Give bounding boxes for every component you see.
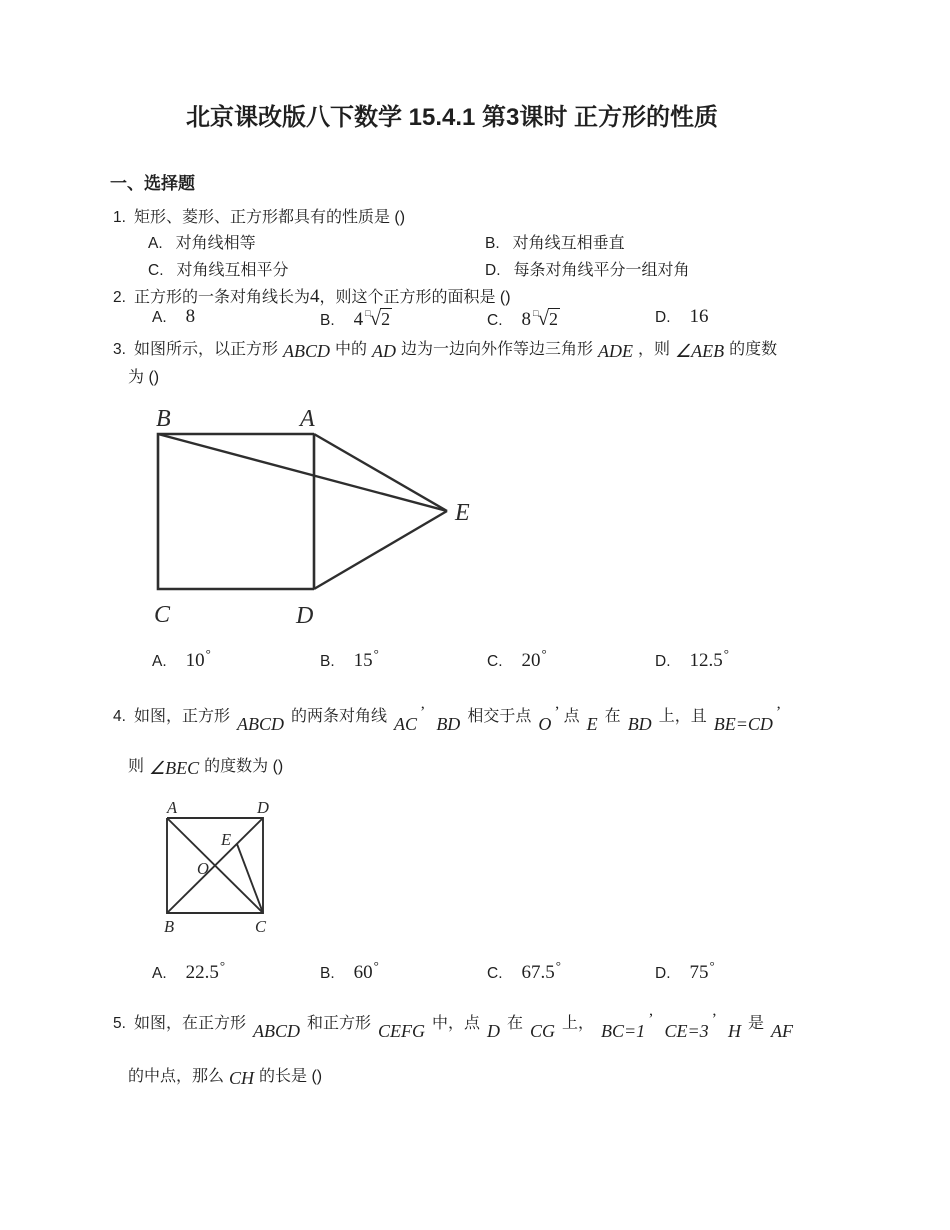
coef: 8 [521, 309, 531, 330]
degree-icon: ° [541, 646, 547, 661]
math-token: D [486, 1021, 500, 1041]
text-run: 点 [563, 708, 580, 725]
fig2-label-A: A [167, 798, 178, 817]
option-B [320, 306, 392, 331]
coef: 4 [353, 309, 364, 330]
math-token: AD [371, 341, 396, 361]
number-value: 22.5 [185, 962, 219, 983]
degree-icon: ° [373, 646, 379, 661]
option-B [485, 230, 625, 253]
text-run: 在 [604, 708, 621, 725]
comma-prime: ’ [711, 1011, 717, 1028]
option-value [690, 646, 729, 672]
text-run: 对角线相等 [175, 235, 256, 252]
radicand: 2 [548, 309, 558, 329]
option-label: A. [152, 309, 167, 326]
text-run: 是 [748, 1015, 765, 1032]
degree-icon: ° [373, 958, 379, 973]
question-number: 1. [113, 209, 126, 226]
fig1-square-edges [158, 434, 314, 589]
math-token: E [586, 714, 598, 734]
question-number: 3. [113, 341, 126, 358]
math-token: AF [771, 1021, 794, 1041]
radsign: √ [369, 306, 382, 330]
comma-prime: ’ [419, 704, 426, 721]
option-value [513, 230, 625, 253]
option-C [487, 958, 561, 984]
text-run: 正方形的一条对角线长为 [133, 289, 310, 306]
math-token: ABCD [252, 1021, 300, 1041]
comma-prime: ’ [775, 704, 782, 721]
option-label: D. [485, 262, 501, 279]
option-label: A. [152, 653, 167, 670]
option-label: D. [655, 653, 671, 670]
question-number: 4. [113, 708, 126, 725]
option-label: A. [148, 235, 163, 252]
math-token: ABCD [236, 714, 284, 734]
question-3-stem-line-1 [113, 336, 913, 359]
text-run: 在 [506, 1015, 523, 1032]
number-value: 67.5 [521, 962, 555, 983]
degree-value [689, 958, 715, 983]
option-B [320, 958, 379, 984]
text-run: 对角线互相平分 [176, 262, 289, 279]
option-value [186, 958, 225, 984]
option-C [487, 306, 560, 331]
option-D [485, 257, 690, 280]
question-5-stem-line-2 [128, 1063, 928, 1086]
option-value [690, 958, 715, 984]
text-run: 的度数 [729, 341, 778, 358]
option-B [320, 646, 379, 672]
fig2-label-O: O [197, 859, 209, 878]
option-label: B. [320, 653, 335, 670]
text-run: ，则 [637, 341, 670, 358]
math-token: BD [436, 714, 461, 734]
degree-value [353, 646, 379, 671]
text-run: 的度数为 () [204, 758, 284, 775]
question-number: 5. [113, 1015, 126, 1032]
text-run: 如图，正方形 [133, 708, 230, 725]
question-1-options-row-2 [148, 257, 928, 287]
text-run: 相交于点 [467, 708, 532, 725]
number-value: 8 [185, 306, 196, 327]
number-value: 12.5 [689, 650, 723, 671]
math-token: ABCD [282, 341, 330, 361]
option-label: D. [655, 965, 671, 982]
option-label: B. [320, 312, 335, 329]
degree-icon: ° [205, 646, 211, 661]
math-token: BE=CD [713, 714, 773, 734]
text-run: ，则这个正方形的面积是 () [319, 289, 511, 306]
fig2-label-E: E [221, 830, 232, 849]
degree-icon: ° [555, 958, 561, 973]
math-token: O [538, 714, 552, 734]
degree-icon: ° [219, 958, 226, 973]
question-4-options-row [152, 958, 932, 988]
math-token: ∠AEB [675, 341, 725, 361]
option-label: C. [487, 312, 503, 329]
math-token: BC=1 [601, 1021, 646, 1041]
option-value [186, 646, 211, 672]
option-label: C. [487, 965, 503, 982]
comma-prime: ’ [554, 704, 560, 721]
option-value [354, 958, 379, 984]
text-run: 矩形、菱形、正方形都具有的性质是 () [133, 209, 406, 226]
text-run: 的中点，那么 [128, 1068, 225, 1085]
fig1-label-C: C [154, 602, 171, 628]
option-value [354, 306, 392, 331]
option-value [690, 306, 709, 328]
text-run: 边为一边向外作等边三角形 [400, 341, 593, 358]
fig1-segment-BE [158, 434, 447, 511]
number-value: 20 [521, 650, 541, 671]
fig1-edge-DE [314, 511, 447, 589]
math-token: AC [393, 714, 417, 734]
question-1-stem [113, 204, 913, 227]
degree-value [353, 958, 379, 983]
text-run: 如图所示，以正方形 [133, 341, 278, 358]
degree-icon: ° [723, 646, 729, 661]
text-run: 上，且 [658, 708, 707, 725]
question-4-stem-line-1 [113, 703, 913, 734]
sqrt-expression [353, 306, 392, 330]
fig1-label-A: A [300, 406, 315, 432]
document-title: 北京课改版八下数学 15.4.1 第3课时 正方形的性质 [185, 104, 719, 131]
question-2-stem [113, 284, 913, 308]
question-4-figure [155, 795, 300, 950]
fig2-segment-EC [237, 844, 263, 913]
number-value: 4 [309, 286, 320, 307]
option-A [152, 306, 195, 328]
math-token: H [728, 1021, 741, 1041]
option-label: B. [320, 965, 335, 982]
degree-value [185, 958, 226, 983]
number-value: 75 [689, 962, 709, 983]
question-4-stem-line-2 [128, 753, 928, 776]
option-value [176, 230, 256, 253]
text-run: 对角线互相垂直 [512, 235, 625, 252]
fig2-label-D: D [257, 798, 269, 817]
text-run: 的两条对角线 [290, 708, 387, 725]
number-value: 10 [185, 650, 205, 671]
question-1-options-row-1 [148, 230, 928, 260]
degree-icon: ° [709, 958, 715, 973]
text-run: 的长是 () [259, 1068, 323, 1085]
sqrt-expression [521, 306, 560, 330]
comma-prime: ’ [648, 1011, 654, 1028]
option-value [354, 646, 379, 672]
option-D [655, 646, 729, 672]
question-3-figure [150, 396, 510, 636]
fig2-label-C: C [255, 917, 267, 936]
text-run: 则 [128, 758, 145, 775]
option-A [152, 646, 211, 672]
question-3-options-row [152, 646, 932, 676]
option-value [522, 958, 561, 984]
text-run: 如图，在正方形 [133, 1015, 246, 1032]
text-run: 中的 [334, 341, 367, 358]
math-token: CH [229, 1068, 255, 1088]
math-token: CG [530, 1021, 556, 1041]
radsign: √ [537, 306, 549, 330]
option-C [487, 646, 547, 672]
option-D [655, 958, 715, 984]
text-run: 和正方形 [306, 1015, 371, 1032]
option-A [152, 958, 225, 984]
text-run: 中，点 [431, 1015, 480, 1032]
fig1-label-E: E [455, 500, 470, 526]
math-token: ∠BEC [149, 758, 200, 778]
math-token: ADE [597, 341, 633, 361]
option-value [177, 257, 289, 280]
option-value [522, 306, 560, 331]
section-heading: 一、选择题 [110, 174, 195, 193]
degree-value [185, 646, 211, 671]
text-run: 每条对角线平分一组对角 [513, 262, 690, 279]
option-D [655, 306, 709, 328]
text-run: 为 () [128, 369, 160, 386]
degree-value [521, 958, 561, 983]
option-A [148, 230, 256, 253]
option-label: D. [655, 309, 671, 326]
radbox: □ [533, 308, 539, 318]
option-value [514, 257, 690, 280]
fig1-label-D: D [296, 603, 314, 629]
number-value: 16 [689, 306, 709, 327]
fig1-edge-AE [314, 434, 447, 511]
number-value: 60 [353, 962, 373, 983]
text-run: 上， [562, 1015, 595, 1032]
degree-value [689, 646, 729, 671]
radbox: □ [365, 308, 371, 318]
question-2-options-row [152, 306, 932, 336]
option-value [186, 306, 196, 328]
option-label: B. [485, 235, 500, 252]
number-value: 15 [353, 650, 373, 671]
question-5-stem-line-1 [113, 1010, 913, 1041]
option-label: A. [152, 965, 167, 982]
question-3-stem-line-2 [128, 364, 928, 387]
math-token: BD [627, 714, 652, 734]
option-label: C. [487, 653, 503, 670]
option-value [522, 646, 547, 672]
fig2-label-B: B [164, 917, 175, 936]
math-token: CE=3 [664, 1021, 709, 1041]
radicand: 2 [381, 309, 391, 329]
option-label: C. [148, 262, 164, 279]
question-number: 2. [113, 289, 126, 306]
option-C [148, 257, 289, 280]
degree-value [521, 646, 547, 671]
math-token: CEFG [377, 1021, 425, 1041]
fig1-label-B: B [156, 406, 171, 432]
